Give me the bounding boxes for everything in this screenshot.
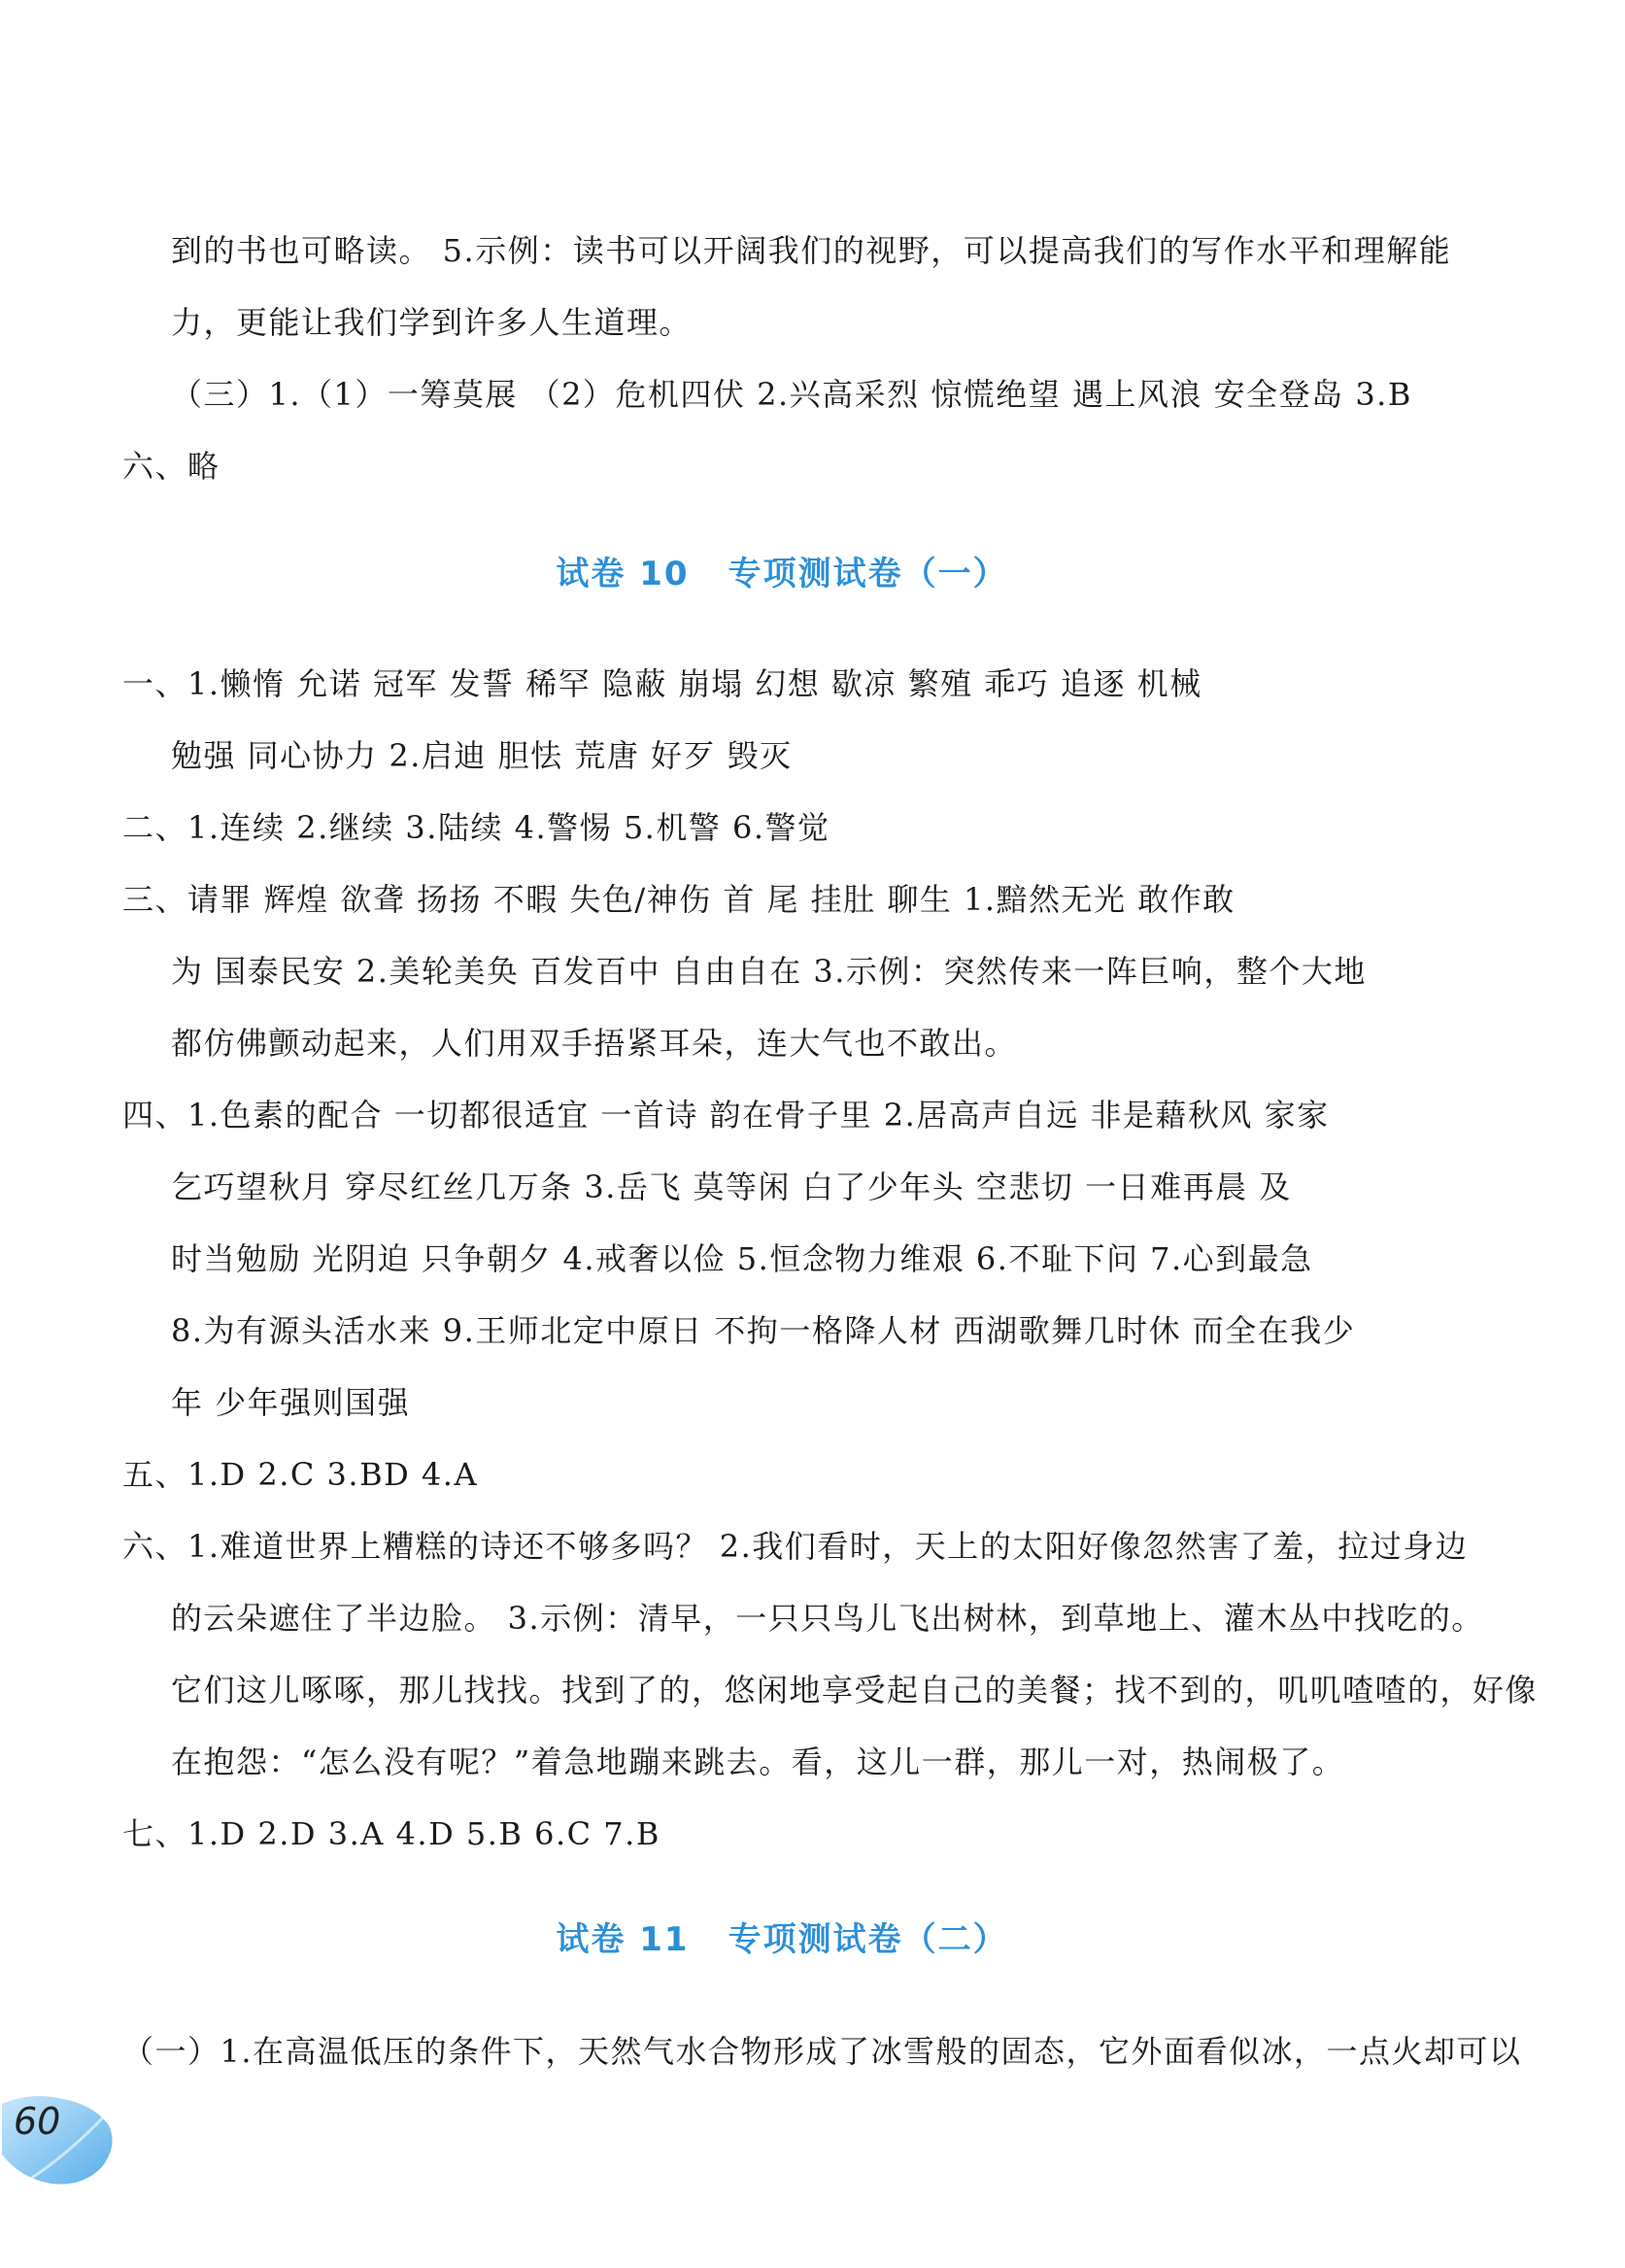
text-line: 勉强 同心协力 2.启迪 胆怯 荒唐 好歹 毁灭 [171,737,793,774]
heading-number: 试卷 11 [556,1920,690,1959]
heading-title: 专项测试卷（二） [728,1920,1008,1959]
text-line: 8.为有源头活水来 9.王师北定中原日 不拘一格降人材 西湖歌舞几时休 而全在我少 [171,1312,1356,1349]
text-line: 时当勉励 光阴迫 只争朝夕 4.戒奢以俭 5.恒念物力维艰 6.不耻下问 7.心到最急 [171,1240,1313,1277]
page-number: 60 [14,2100,61,2143]
text-line: 在抱怨：“怎么没有呢？”着急地蹦来跳去。看，这儿一群，那儿一对，热闹极了。 [171,1743,1345,1780]
heading-number: 试卷 10 [556,555,690,593]
section-line: 六、略 [122,448,220,485]
heading-title: 专项测试卷（一） [728,555,1008,593]
text-line: 力，更能让我们学到许多人生道理。 [171,304,693,341]
section-line: 四、1.色素的配合 一切都很适宜 一首诗 韵在骨子里 2.居高声自远 非是藉秋风 家家 [122,1097,1330,1134]
section-line: （一）1.在高温低压的条件下，天然气水合物形成了冰雪般的固态，它外面看似冰，一点火却可以 [122,2033,1522,2070]
section-line: 六、1.难道世界上糟糕的诗还不够多吗？ 2.我们看时，天上的太阳好像忽然害了羞，拉过身边 [122,1528,1469,1565]
section-heading [0,550,1564,598]
text-line: 为 国泰民安 2.美轮美奂 百发百中 自由自在 3.示例：突然传来一阵巨响，整个大地 [171,953,1367,990]
text-line: 的云朵遮住了半边脸。 3.示例：清早，一只只鸟儿飞出树林，到草地上、灌木丛中找吃的。 [171,1600,1484,1637]
text-line: 到的书也可略读。 5.示例：读书可以开阔我们的视野，可以提高我们的写作水平和理解能 [171,232,1452,269]
section-line: 七、1.D 2.D 3.A 4.D 5.B 6.C 7.B [122,1815,660,1852]
text-line: 年 少年强则国强 [171,1384,411,1421]
section-line: 五、1.D 2.C 3.BD 4.A [122,1456,479,1493]
section-heading [0,1915,1564,1964]
text-line: 它们这儿啄啄，那儿找找。找到了的，悠闲地享受起自己的美餐；找不到的，叽叽喳喳的，好像 [171,1672,1539,1709]
section-line: 一、1.懒惰 允诺 冠军 发誓 稀罕 隐蔽 崩塌 幻想 歇凉 繁殖 乖巧 追逐 机械 [122,665,1202,702]
text-line: （三）1.（1）一筹莫展 （2）危机四伏 2.兴高采烈 惊慌绝望 遇上风浪 安全登岛 3.B [171,376,1412,413]
section-line: 二、1.连续 2.继续 3.陆续 4.警惕 5.机警 6.警觉 [122,809,830,846]
section-line: 三、请罪 辉煌 欲聋 扬扬 不暇 失色/神伤 首 尾 挂肚 聊生 1.黯然无光 敢作敢 [122,881,1236,918]
page-number-badge [0,2086,126,2193]
text-line: 都仿佛颤动起来，人们用双手捂紧耳朵，连大气也不敢出。 [171,1025,1018,1062]
text-line: 乞巧望秋月 穿尽红丝几万条 3.岳飞 莫等闲 白了少年头 空悲切 一日难再晨 及 [171,1168,1292,1205]
